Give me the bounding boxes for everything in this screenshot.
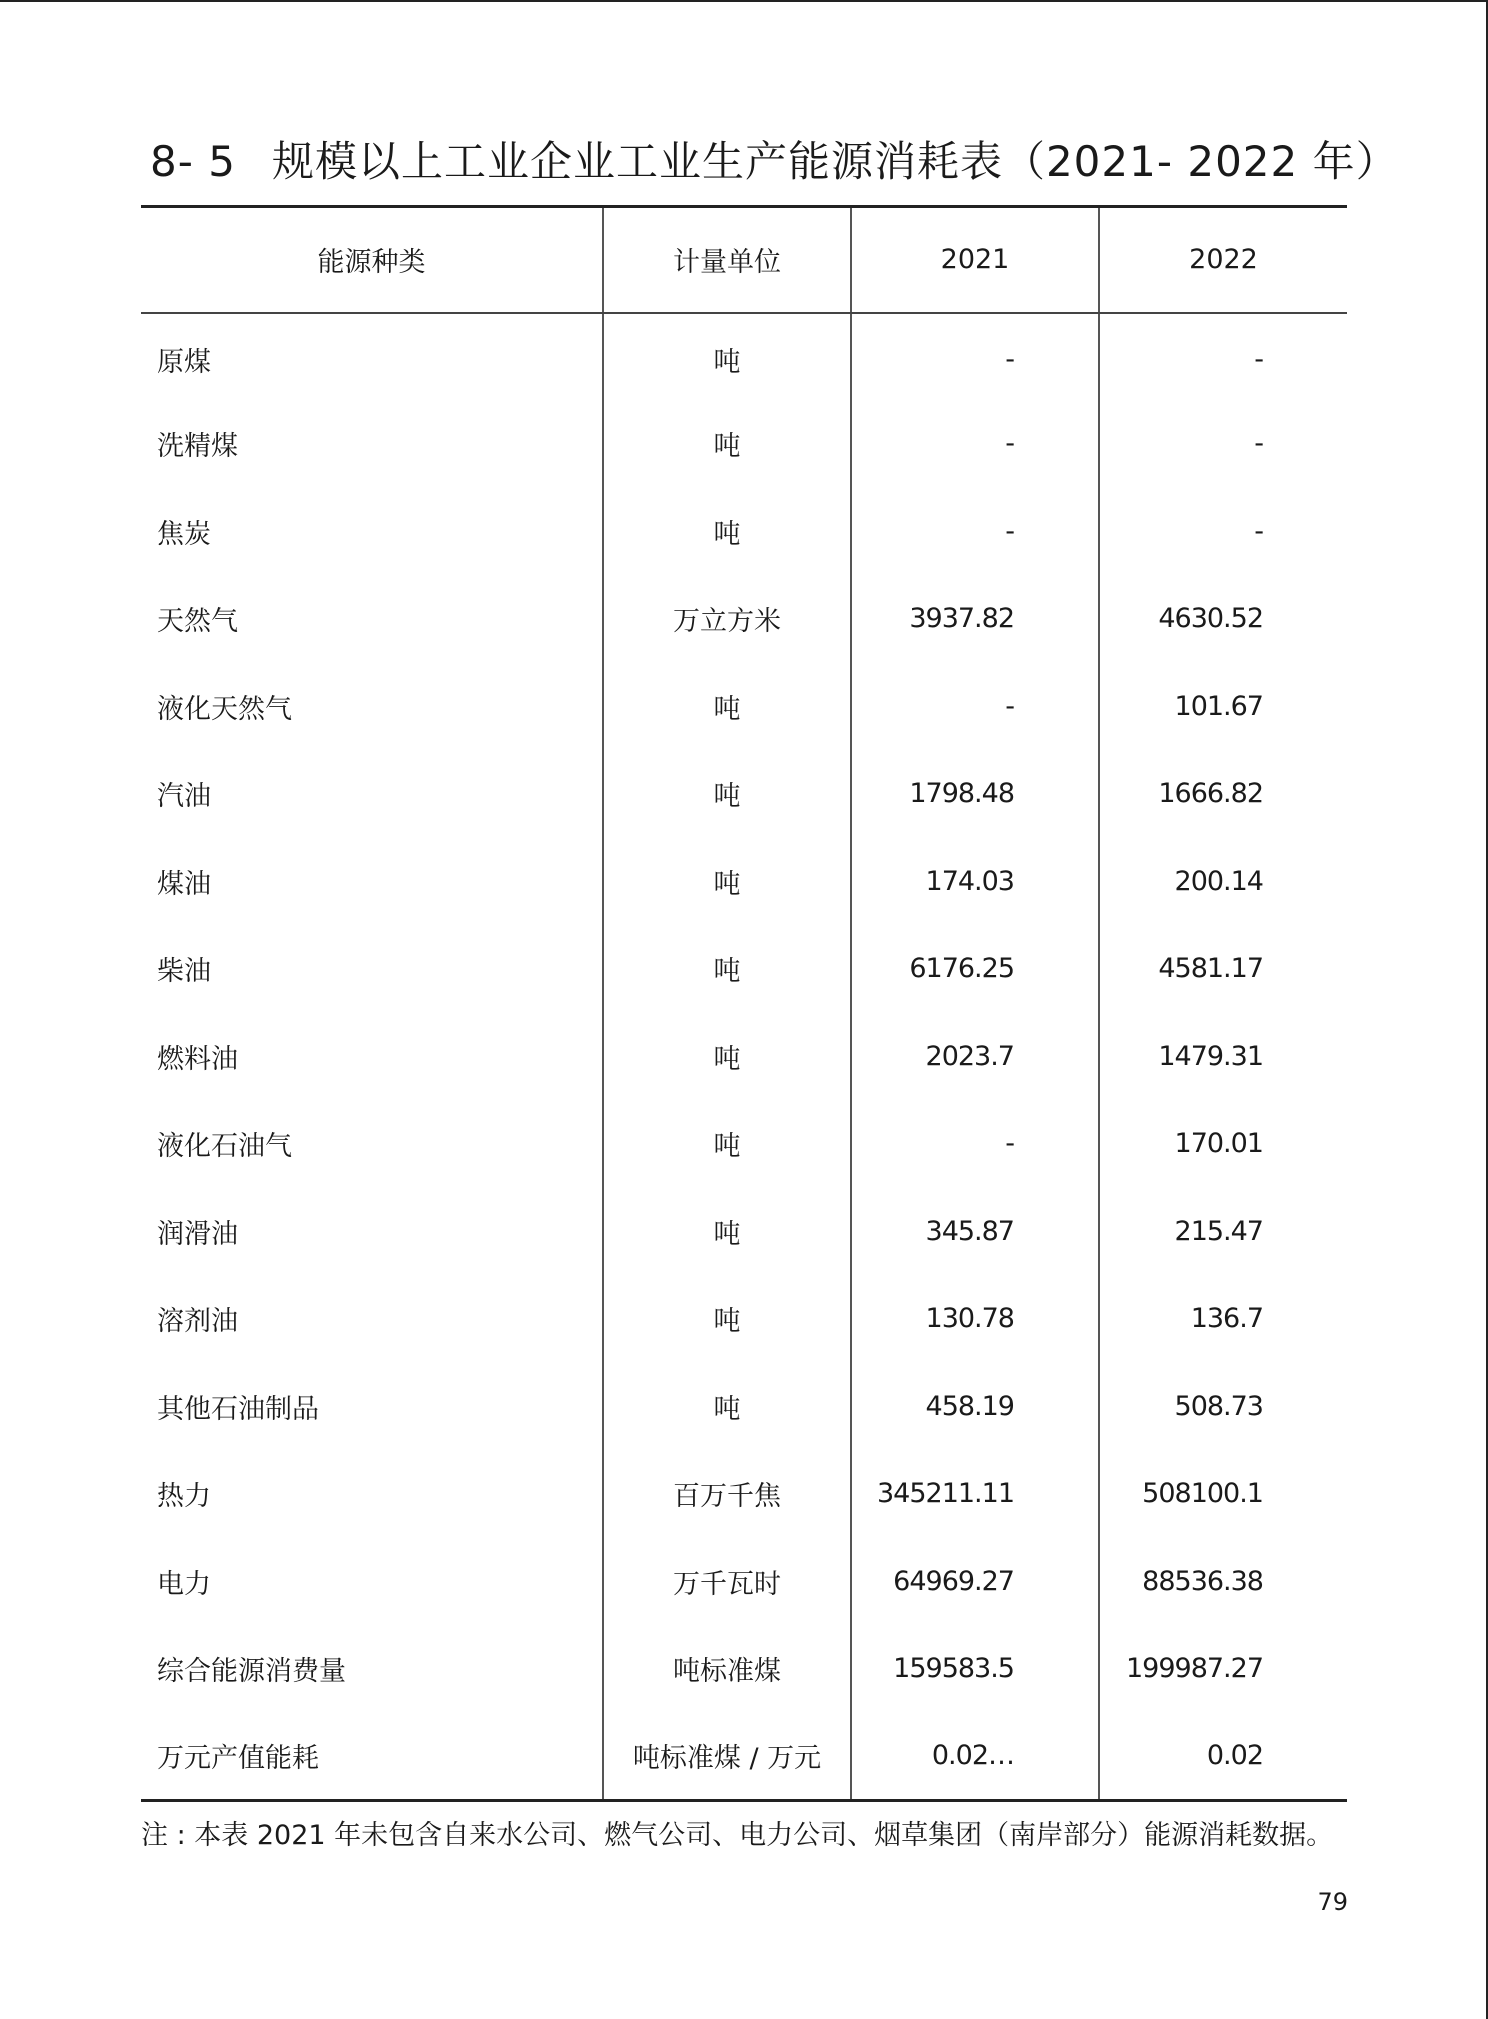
energy-type-cell: 焦炭 bbox=[157, 518, 211, 550]
value-2022-cell: 88536.38 bbox=[1099, 1538, 1347, 1626]
value-2022-cell: 0.02 bbox=[1099, 1713, 1347, 1801]
table-row bbox=[141, 838, 1347, 926]
unit-cell: 吨标准煤 / 万元 bbox=[603, 1713, 851, 1801]
value-2022-cell: 4581.17 bbox=[1099, 925, 1347, 1013]
table-row bbox=[141, 1100, 1347, 1188]
energy-type-cell: 综合能源消费量 bbox=[157, 1656, 346, 1688]
energy-type-cell: 电力 bbox=[157, 1568, 211, 1600]
unit-cell: 吨 bbox=[603, 1363, 851, 1451]
energy-type-cell: 柴油 bbox=[157, 956, 211, 988]
page-title bbox=[150, 133, 1399, 191]
table-row bbox=[141, 1275, 1347, 1363]
table-row bbox=[141, 750, 1347, 838]
table-row bbox=[141, 313, 1347, 401]
table-row bbox=[141, 1625, 1347, 1713]
table-row bbox=[141, 663, 1347, 751]
unit-cell: 吨 bbox=[603, 1100, 851, 1188]
value-2022-cell: 508.73 bbox=[1099, 1363, 1347, 1451]
value-2021-cell: - bbox=[851, 400, 1099, 488]
page-top-border bbox=[0, 0, 1488, 2]
energy-type-cell: 液化石油气 bbox=[157, 1131, 292, 1163]
value-2022-cell: 4630.52 bbox=[1099, 575, 1347, 663]
value-2021-cell: 345211.11 bbox=[851, 1450, 1099, 1538]
value-2022-cell: 170.01 bbox=[1099, 1100, 1347, 1188]
table-number: 8- 5 bbox=[150, 137, 236, 186]
unit-cell: 万立方米 bbox=[603, 575, 851, 663]
value-2021-cell: 458.19 bbox=[851, 1363, 1099, 1451]
value-2021-cell: 1798.48 bbox=[851, 750, 1099, 838]
value-2022-cell: 200.14 bbox=[1099, 838, 1347, 926]
page-number: 79 bbox=[1317, 1888, 1348, 1916]
value-2021-cell: 159583.5 bbox=[851, 1625, 1099, 1713]
value-2022-cell: 215.47 bbox=[1099, 1188, 1347, 1276]
value-2021-cell: - bbox=[851, 313, 1099, 401]
value-2022-cell: 1666.82 bbox=[1099, 750, 1347, 838]
unit-cell: 百万千焦 bbox=[603, 1450, 851, 1538]
energy-type-cell: 燃料油 bbox=[157, 1043, 238, 1075]
value-2022-cell: - bbox=[1099, 488, 1347, 576]
header-unit: 计量单位 bbox=[603, 207, 851, 313]
energy-type-cell: 煤油 bbox=[157, 868, 211, 900]
unit-cell: 吨 bbox=[603, 838, 851, 926]
energy-type-cell: 热力 bbox=[157, 1481, 211, 1513]
table-row bbox=[141, 1538, 1347, 1626]
unit-cell: 吨 bbox=[603, 400, 851, 488]
unit-cell: 吨 bbox=[603, 750, 851, 838]
value-2022-cell: 101.67 bbox=[1099, 663, 1347, 751]
energy-type-cell: 汽油 bbox=[157, 781, 211, 813]
value-2021-cell: 130.78 bbox=[851, 1275, 1099, 1363]
energy-type-cell: 溶剂油 bbox=[157, 1306, 238, 1338]
unit-cell: 吨标准煤 bbox=[603, 1625, 851, 1713]
unit-cell: 吨 bbox=[603, 313, 851, 401]
table-row bbox=[141, 1188, 1347, 1276]
value-2021-cell: 6176.25 bbox=[851, 925, 1099, 1013]
energy-type-cell: 万元产值能耗 bbox=[141, 1713, 603, 1801]
table-row bbox=[141, 488, 1347, 576]
value-2021-cell: 2023.7 bbox=[851, 1013, 1099, 1101]
table-row bbox=[141, 1363, 1347, 1451]
value-2022-cell: 199987.27 bbox=[1099, 1625, 1347, 1713]
value-2021-cell: 64969.27 bbox=[851, 1538, 1099, 1626]
unit-cell: 吨 bbox=[603, 488, 851, 576]
energy-type-cell: 其他石油制品 bbox=[157, 1393, 319, 1425]
table-title-text: 规模以上工业企业工业生产能源消耗表（2021- 2022 年） bbox=[271, 137, 1399, 186]
value-2021-cell: - bbox=[851, 488, 1099, 576]
unit-cell: 吨 bbox=[603, 1275, 851, 1363]
unit-cell: 吨 bbox=[603, 663, 851, 751]
energy-type-cell: 原煤 bbox=[157, 347, 211, 379]
header-year-2022: 2022 bbox=[1099, 207, 1347, 313]
table-row bbox=[141, 1013, 1347, 1101]
table-body bbox=[141, 313, 1347, 1801]
value-2022-cell: 1479.31 bbox=[1099, 1013, 1347, 1101]
unit-cell: 吨 bbox=[603, 1013, 851, 1101]
unit-cell: 吨 bbox=[603, 925, 851, 1013]
value-2021-cell: 0.02… bbox=[851, 1713, 1099, 1801]
header-year-2021: 2021 bbox=[851, 207, 1099, 313]
value-2022-cell: - bbox=[1099, 400, 1347, 488]
value-2021-cell: - bbox=[851, 1100, 1099, 1188]
unit-cell: 万千瓦时 bbox=[603, 1538, 851, 1626]
value-2021-cell: - bbox=[851, 663, 1099, 751]
table-row bbox=[141, 575, 1347, 663]
value-2021-cell: 345.87 bbox=[851, 1188, 1099, 1276]
table-row bbox=[141, 1713, 1347, 1801]
table-row bbox=[141, 925, 1347, 1013]
energy-type-cell: 天然气 bbox=[157, 606, 238, 638]
energy-type-cell: 液化天然气 bbox=[157, 693, 292, 725]
value-2021-cell: 3937.82 bbox=[851, 575, 1099, 663]
value-2021-cell: 174.03 bbox=[851, 838, 1099, 926]
value-2022-cell: 136.7 bbox=[1099, 1275, 1347, 1363]
value-2022-cell: - bbox=[1099, 313, 1347, 401]
value-2022-cell: 508100.1 bbox=[1099, 1450, 1347, 1538]
table-row bbox=[141, 400, 1347, 488]
unit-cell: 吨 bbox=[603, 1188, 851, 1276]
table-footnote: 注 : 本表 2021 年未包含自来水公司、燃气公司、电力公司、烟草集团（南岸部分）能源消耗数据。 bbox=[141, 1820, 1334, 1851]
energy-type-cell: 洗精煤 bbox=[157, 431, 238, 463]
header-energy-type: 能源种类 bbox=[141, 207, 603, 313]
energy-consumption-table bbox=[141, 205, 1347, 1802]
energy-type-cell: 润滑油 bbox=[157, 1218, 238, 1250]
table-row bbox=[141, 1450, 1347, 1538]
table-header-row bbox=[141, 207, 1347, 313]
